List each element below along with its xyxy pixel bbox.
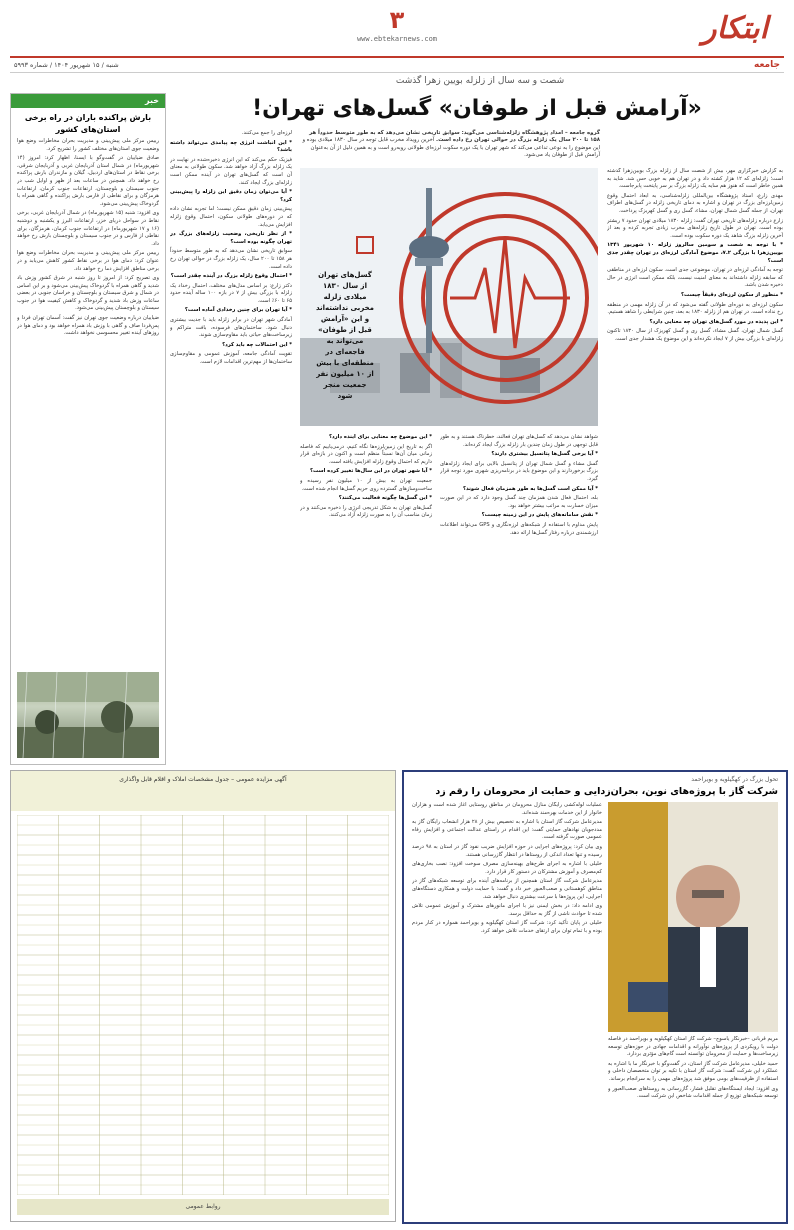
article-paragraph: زارع درباره زلزله‌های تاریخی تهران گفت: زلزله ۱۸۳۰ میلادی تهران حدود ۷ ریشتر بوده است. تهران در طول تاریخ زلزله‌های مخرب زیادی تجربه کرده و بعد از آخرین زلزله بزرگ شاهد یک دوره سکوت بوده است. — [607, 217, 783, 239]
article-question: * آیا ممکن است گسل‌ها به طور همزمان فعال شوند؟ — [462, 485, 598, 492]
article-question: * این گسل‌ها چگونه فعالیت می‌کنند؟ — [338, 495, 432, 502]
news-body — [17, 138, 159, 668]
page-number: ۳ — [389, 6, 405, 34]
article-lead-text: آخرین رویداد مخرب قابل توجه در سال ۱۸۳۰ میلادی بوده و این موضوع را به نوعی تداعی می‌کند که شهر تهران با یک دوره سکوت لرزه‌ای طولانی روبه‌رو است و به همین دلیل از آن به‌عنوان آرامش قبل از طوفان یاد می‌شود. — [302, 137, 600, 159]
article-paragraph: مهدی زارع، استاد پژوهشگاه بین‌المللی زلزله‌شناسی، به ابعاد احتمال وقوع زمین‌لرزه‌ای بزرگ در تهران و اشاره به دمای تاریخی زلزله در گسل‌های اطراف تهران، از جمله گسل شمال تهران، مشاء، گسل ری و گسل کهریزک پرداخت. — [607, 192, 783, 214]
gas-paragraph: عملیات لوله‌کشی رایگان منازل محرومان در مناطق روستایی آغاز شده است و هزاران خانوار از این خدمات بهره‌مند شده‌اند. — [412, 802, 602, 816]
article-question: * آیا تهران برای چنین رخدادی آماده است؟ — [184, 307, 292, 314]
article-question: * این انباشت انرژی چه پیامدی می‌تواند داشته باشد؟ — [170, 139, 292, 154]
gas-paragraph: وی ادامه داد: در بخش ایمنی نیز با اجرای مانورهای مشترک و آموزش عمومی تلاش شده تا حوادث ناشی از گاز به حداقل برسد. — [412, 903, 602, 917]
article-paragraph: بله، احتمال فعال شدن همزمان چند گسل وجود دارد که در این صورت میزان خسارت به مراتب بیشتر خواهد بود. — [440, 495, 598, 509]
news-paragraph: صادق ضیاییان در گفت‌وگو با ایسنا، اظهار کرد: امروز (۱۴ شهریورماه) در شمال استان آذربایجان غربی و آذربایجان شرقی، برخی نقاط در استان‌های اردبیل، گیلان و مازندران بارش پراکنده رخ خواهد داد. همچنین در ساعات بعد از ظهر و اوایل شب در جنوب سیستان و بلوچستان، ارتفاعات جنوب کرمان، ارتفاعات هرمزگان و برای نقاطی از فارس بارش پراکنده و گاهی همراه با گردوخاک پیش‌بینی می‌شود. — [17, 155, 159, 207]
figure-caption: گسل‌های تهران از سال ۱۸۳۰ میلادی زلزله مخربی نداشته‌اند و این «آرامش قبل از طوفان» می‌تواند به فاجعه‌ای در منطقه‌ای با بیش از ۱۰ میلیون نفر جمعیت منجر شود — [315, 271, 374, 400]
news-header — [11, 94, 165, 108]
ad-table-grid — [17, 815, 389, 1195]
article-paragraph: پایش مداوم با استفاده از شبکه‌های لرزه‌نگاری و GPS می‌تواند اطلاعات ارزشمندی درباره رفتار گسل‌ها ارائه دهد. — [440, 521, 598, 536]
newspaper-logo[interactable]: ابتکار — [702, 11, 768, 46]
article-paragraph: به گزارش خبرگزاری مهر، بیش از شصت سال از زلزله بزرگ بویین‌زهرا گذشته است؛ زلزله‌ای که ۱۲ هزار کشته داد و در تهران هم به خوبی حس شد. شاید به همین خاطر است که هنوز هم سایه یک زلزله بزرگ بر سر پایتخت پابرجاست. — [607, 168, 783, 190]
article-paragraph: دکتر زارع: بر اساس مدل‌های مختلف، احتمال رخداد یک زلزله با بزرگی بیش از ۷ در بازه ۱۰۰ ساله آینده حدود ۶۵ تا ۶۰٪ است. — [170, 282, 292, 304]
article-headline: «آرامش قبل از طوفان» گسل‌های تهران! — [252, 96, 702, 121]
gas-paragraph: خلیلی در پایان تأکید کرد: شرکت گاز استان کهگیلویه و بویراحمد همواره در کنار مردم بوده و با تمام توان برای ارتقای خدمات تلاش خواهد کرد. — [412, 920, 602, 934]
article-paragraph: گسل‌های تهران به شکل تدریجی انرژی را ذخیره می‌کنند و در زمان مناسب آن را به صورت زلزله آزاد می‌کنند. — [300, 504, 432, 519]
gas-paragraph: مدیرعامل شرکت گاز استان با اشاره به تخصیص بیش از ۲۸ هزار انشعاب رایگان گاز به مددجویان نهادهای حمایتی گفت: این اقدام در راستای عدالت اجتماعی و افزایش رفاه عمومی صورت گرفته است. — [412, 819, 602, 841]
article-question: * آیا شهر تهران در این سال‌ها تغییر کرده است؟ — [309, 468, 432, 475]
article-paragraph: فیزیک حکم می‌کند که این انرژی ذخیره‌شده در نهایت در یک زلزله بزرگ آزاد خواهد شد. سکون طولانی به معنای آن است که گسل‌های تهران در آینده ممکن است زلزله‌ای بزرگ ایجاد کنند. — [170, 156, 292, 186]
article-paragraph: اگر به تاریخ این زمین‌لرزه‌ها نگاه کنیم، درمی‌یابیم که فاصله زمانی میان آن‌ها نسبتاً منظم است و اکنون در بازه‌ای قرار داریم که احتمال وقوع زلزله افزایش یافته است. — [300, 443, 432, 465]
gas-paragraph: خلیلی با اشاره به اجرای طرح‌های بهینه‌سازی مصرف سوخت افزود: نصب بخاری‌های کم‌مصرف و آموزش مشترکان در دستور کار قرار دارد. — [412, 861, 602, 875]
article-question: * نقش سامانه‌های پایش در این زمینه چیست؟ — [481, 512, 598, 519]
article-column-mid-right — [440, 434, 598, 764]
site-url[interactable]: www.ebtekarnews.com — [356, 35, 438, 43]
article-question: * این پدیده در مورد گسل‌های تهران چه معنایی دارد؟ — [649, 318, 783, 325]
article-lead-bold: گروه جامعه – امداد پژوهشگاه زلزله‌شناسی می‌گوید: سوابق تاریخی نشان می‌دهد که به طور متوسط حدوداً هر ۱۵۸ تا ۲۰۰ سال یک زلزله بزرگ در حوالی تهران رخ داده است. — [309, 130, 600, 144]
article-question: * آیا می‌توان زمان دقیق این زلزله را پیش‌بینی کرد؟ — [170, 189, 292, 203]
gas-article-kicker: تحول بزرگ در کهگیلویه و بویراحمد — [691, 776, 778, 783]
ad-footer — [17, 1199, 389, 1215]
article-column-left — [170, 130, 292, 765]
rain-photo — [17, 672, 159, 758]
article-question: * احتمال وقوع زلزله بزرگ در آینده چقدر است؟ — [170, 273, 292, 280]
gas-paragraph: وی بیان کرد: پروژه‌های اجرایی در حوزه افزایش ضریب نفوذ گاز در استان به ۹۸ درصد رسیده و تنها تعداد اندکی از روستاها در انتظار گازرسانی هستند. — [412, 843, 602, 858]
news-paragraph: رییس مرکز ملی پیش‌بینی و مدیریت بحران مخاطرات وضع هوا وضعیت جوی استان‌های مختلف کشور را تشریح کرد. — [17, 138, 159, 152]
article-paragraph: شواهد نشان می‌دهد که گسل‌های تهران فعالند، خطرناک هستند و به طور قابل توجهی در طول زمان چندین بار زلزله بزرگ ایجاد کرده‌اند. — [440, 434, 598, 448]
article-paragraph: گسل شمال تهران، گسل مشاء، گسل ری و گسل کهریزک از سال ۱۸۳۰ تاکنون زلزله‌ای با بزرگی بیش از ۷ ایجاد نکرده‌اند و این موضوع یک هشدار جدی است. — [607, 328, 783, 342]
article-paragraph: سوابق تاریخی نشان می‌دهد که به طور متوسط حدوداً هر ۱۵۸ تا ۲۰۰ سال، یک زلزله بزرگ در حوالی تهران رخ داده است. — [170, 248, 292, 270]
issue-info: شنبه / ۱۵ شهریور ۱۴۰۴ / شماره ۵۹۹۳ — [14, 61, 119, 69]
gas-paragraph: مدیرعامل شرکت گاز استان همچنین از برنامه‌های آینده برای توسعه شبکه‌های گاز در مناطق کوهستانی و صعب‌العبور خبر داد و گفت: با حمایت دولت و همکاری دستگاه‌های اجرایی، این پروژه‌ها با سرعت بیشتری دنبال خواهد شد. — [412, 878, 602, 900]
news-paragraph: ضیاییان درباره وضعیت جوی تهران نیز گفت: آسمان تهران فردا و پس‌فردا صاف و گاهی با وزش باد همراه خواهد بود و دمای هوا در روزهای آینده تغییر محسوسی نخواهد داشت. — [17, 315, 159, 337]
news-title: بارش پراکنده باران در راه برخی استان‌های کشور — [24, 113, 152, 134]
portrait-illustration — [608, 802, 778, 1032]
article-kicker: شصت و سه سال از زلزله بویین زهرا گذشت — [395, 76, 565, 86]
ad-header — [11, 771, 395, 811]
article-question: * آیا برخی گسل‌ها پتانسیل بیشتری دارند؟ — [491, 451, 598, 458]
article-question: * با توجه به شصت و سومین سالروز زلزله ۱۰ شهریور ۱۳۴۱ بویین‌زهرا با بزرگی ۷.۲، موضوع آمادگی لرزه‌ای در تهران چقدر جدی است؟ — [607, 242, 783, 264]
tender-advertisement — [10, 770, 396, 1222]
article-lead — [300, 130, 600, 166]
article-paragraph: آمادگی شهر تهران در برابر زلزله باید با جدیت بیشتری دنبال شود. ساختمان‌های فرسوده، بافت متراکم و زیرساخت‌های حیاتی باید مقاوم‌سازی شوند. — [170, 317, 292, 339]
news-label: خبر — [144, 96, 159, 105]
gas-paragraph: وی افزود: ایجاد ایستگاه‌های تقلیل فشار، گازرسانی به روستاهای صعب‌العبور و توسعه شبکه‌های توزیع از جمله اقدامات شاخص این شرکت است. — [608, 1085, 778, 1100]
gas-company-article — [402, 770, 788, 1224]
section-title: جامعه — [754, 60, 780, 70]
article-question: * این احتمالات چه باید کرد؟ — [222, 341, 292, 348]
article-paragraph: گسل مشاء و گسل شمال تهران از پتانسیل بالایی برای ایجاد زلزله‌های بزرگ برخوردارند و این موضوع باید در برنامه‌ریزی شهری مورد توجه قرار گیرد. — [440, 460, 598, 482]
article-question: * این موضوع چه معنایی برای آینده دارد؟ — [328, 434, 432, 440]
rain-photo-illustration — [17, 672, 159, 758]
article-paragraph: سکون لرزه‌ای به دوره‌ای طولانی گفته می‌شود که در آن زلزله مهمی در منطقه رخ نداده است. در تهران هم از زلزله ۱۸۳۰ به بعد، چنین شرایطی را شاهد هستیم. — [607, 301, 783, 316]
article-paragraph: جمعیت تهران به بیش از ۱۰ میلیون نفر رسیده و ساخت‌وسازهای گسترده روی حریم گسل‌ها انجام شده است. — [300, 477, 432, 492]
official-portrait-photo — [608, 802, 778, 1032]
news-paragraph: رییس مرکز ملی پیش‌بینی و مدیریت بحران مخاطرات وضع هوا عنوان کرد: دمای هوا در برخی نقاط کشور کاهش می‌یابد و در برخی مناطق افزایش دما رخ خواهد داد. — [17, 250, 159, 272]
article-column-mid-left — [300, 434, 432, 764]
article-paragraph: تقویت آمادگی جامعه، آموزش عمومی و مقاوم‌سازی ساختمان‌ها از مهم‌ترین اقدامات لازم است. — [170, 351, 292, 366]
article-column-right — [607, 168, 783, 768]
article-paragraph: توجه به آمادگی لرزه‌ای در تهران، موضوعی جدی است. سکون لرزه‌ای در مناطقی که سابقه زلزله داشته‌اند به معنای امنیت نیست، بلکه ممکن است انرژی در حال ذخیره شدن باشد. — [607, 267, 783, 289]
news-column — [10, 93, 166, 765]
gas-article-title: شرکت گاز با پروژه‌های نوین، بحران‌زدایی و حمایت از محرومان را رقم زد — [435, 786, 778, 797]
news-paragraph: وی تصریح کرد: از امروز تا روز شنبه در شرق کشور وزش باد شدید و گاهی همراه با گردوخاک پیش‌بینی می‌شود و بر این اساس در شمال و شرق سیستان و بلوچستان و خراسان جنوبی در بعضی ساعات وزش باد شدید و گردوخاک و کاهش کیفیت هوا در جنوب سیستان و بلوچستان پیش‌بینی می‌شود. — [17, 275, 159, 312]
gas-paragraph: حمید خلیلی، مدیرعامل شرکت گاز استان، در گفت‌وگو با خبرنگار ما با اشاره به عملکرد این شرکت گفت: شرکت گاز استان با تکیه بر توان متخصصان داخلی و استفاده از ظرفیت‌های بومی موفق شد پروژه‌های مهمی را به سرانجام برساند. — [608, 1060, 778, 1082]
news-paragraph: وی افزود: شنبه (۱۵ شهریورماه) در شمال آذربایجان غربی، برخی نقاط در سواحل دریای خزر، ارتفاعات البرز و یکشنبه و دوشنبه (۱۶ و ۱۷ شهریورماه) در ارتفاعات جنوب کرمان، هرمزگان، برای نقاطی از فارس و در جنوب سیستان و بلوچستان بارش رخ خواهد داد. — [17, 210, 159, 247]
article-question: * از نظر تاریخی، وضعیت زلزله‌های بزرگ در تهران چگونه بوده است؟ — [170, 231, 292, 245]
ad-header-text: آگهی مزایده عمومی – جدول مشخصات املاک و اقلام قابل واگذاری — [119, 776, 287, 783]
article-question: * منظور از سکون لرزه‌ای دقیقاً چیست؟ — [681, 291, 783, 298]
gas-article-body-right — [608, 1036, 778, 1216]
article-paragraph: پیش‌بینی زمان دقیق ممکن نیست؛ اما تجربه نشان داده که در دوره‌های طولانی سکون، احتمال وقوع زلزله افزایش می‌یابد. — [170, 206, 292, 228]
ad-footer-text: روابط عمومی — [185, 1203, 221, 1210]
gas-article-body-left — [412, 802, 602, 1216]
alert-icon — [356, 236, 374, 254]
masthead — [0, 0, 794, 56]
article-paragraph: لرزه‌ای را جمع می‌کنند. — [241, 130, 292, 136]
section-bar — [10, 56, 784, 73]
gas-paragraph: مریم قربانی –خبرنگار یاسوج– شرکت گاز استان کهگیلویه و بویراحمد در فاصله دولت با رویکردی از پروژه‌های نوآورانه و اقدامات جهادی در حوزه‌های توسعه زیرساخت‌ها و حمایت از محرومان توانسته است گام‌های مؤثری بردارد. — [608, 1036, 778, 1058]
